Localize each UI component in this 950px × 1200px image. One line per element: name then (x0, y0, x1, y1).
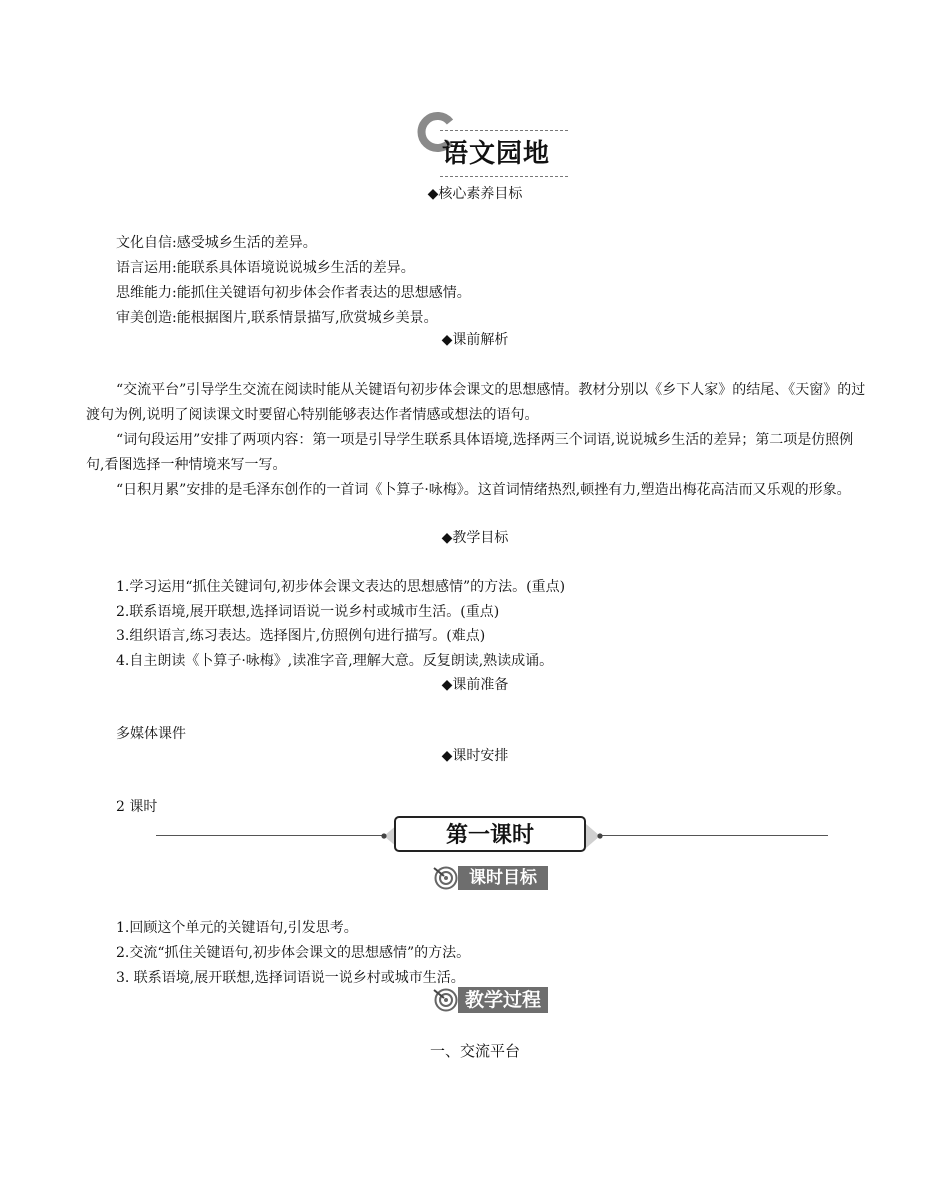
teaching-goal-item: 4.自主朗读《卜算子·咏梅》,读准字音,理解大意。反复朗读,熟读成诵。 (116, 653, 554, 669)
lesson-goal-item: 3. 联系语境,展开联想,选择词语说一说乡村或城市生活。 (116, 970, 465, 986)
process-step-heading: 一、交流平台 (429, 1042, 520, 1060)
lesson-banner: 第一课时 (394, 816, 586, 852)
target-icon (432, 987, 460, 1013)
lesson-goal-item: 1.回顾这个单元的关键语句,引发思考。 (116, 920, 358, 936)
banner-right-rule (600, 835, 828, 836)
lesson-goal-item: 2.交流“抓住关键语句,初步体会课文的思想感情”的方法。 (116, 945, 471, 961)
core-goal-item: 文化自信:感受城乡生活的差异。 (116, 235, 317, 251)
section-heading-preview: ◆课前解析 (441, 332, 509, 348)
teaching-goal-item: 2.联系语境,展开联想,选择词语说一说乡村或城市生活。(重点) (116, 604, 500, 620)
section-heading-core-goals: ◆核心素养目标 (427, 186, 523, 202)
section-heading-teaching-goals: ◆教学目标 (441, 530, 509, 546)
section-heading-schedule: ◆课时安排 (441, 748, 509, 764)
title-top-rule (440, 130, 568, 131)
lesson-goals-badge: 课时目标 (458, 866, 548, 890)
core-goal-item: 思维能力:能抓住关键语句初步体会作者表达的思想感情。 (116, 285, 471, 301)
teaching-goal-item: 1.学习运用“抓住关键词句,初步体会课文表达的思想感情”的方法。(重点) (116, 579, 566, 595)
process-badge: 教学过程 (458, 987, 548, 1013)
preview-paragraph: “词句段运用”安排了两项内容：第一项是引导学生联系具体语境,选择两三个词语,说说城乡生活的差异；第二项是仿照例句,看图选择一种情境来写一写。 (86, 432, 854, 473)
preparation-text: 多媒体课件 (116, 726, 186, 742)
preview-paragraph: “交流平台”引导学生交流在阅读时能从关键语句初步体会课文的思想感情。教材分别以《乡下人家》的结尾、《天窗》的过渡句为例,说明了阅读课文时要留心特别能够表达作者情感或想法的语句。 (86, 382, 866, 423)
core-goal-item: 审美创造:能根据图片,联系情景描写,欣赏城乡美景。 (116, 310, 438, 326)
section-heading-preparation: ◆课前准备 (441, 677, 509, 693)
banner-right-ornament-icon (586, 824, 608, 848)
banner-left-rule (156, 835, 382, 836)
target-icon (432, 865, 460, 891)
page-title: 语文园地 (442, 139, 551, 169)
teaching-goal-item: 3.组织语言,练习表达。选择图片,仿照例句进行描写。(难点) (116, 628, 486, 644)
title-bottom-rule (440, 176, 568, 177)
schedule-text: 2 课时 (116, 799, 158, 815)
core-goal-item: 语言运用:能联系具体语境说说城乡生活的差异。 (116, 260, 415, 276)
preview-paragraph: “日积月累”安排的是毛泽东创作的一首词《卜算子·咏梅》。这首词情绪热烈,顿挫有力,塑造出梅花高洁而又乐观的形象。 (116, 482, 851, 498)
